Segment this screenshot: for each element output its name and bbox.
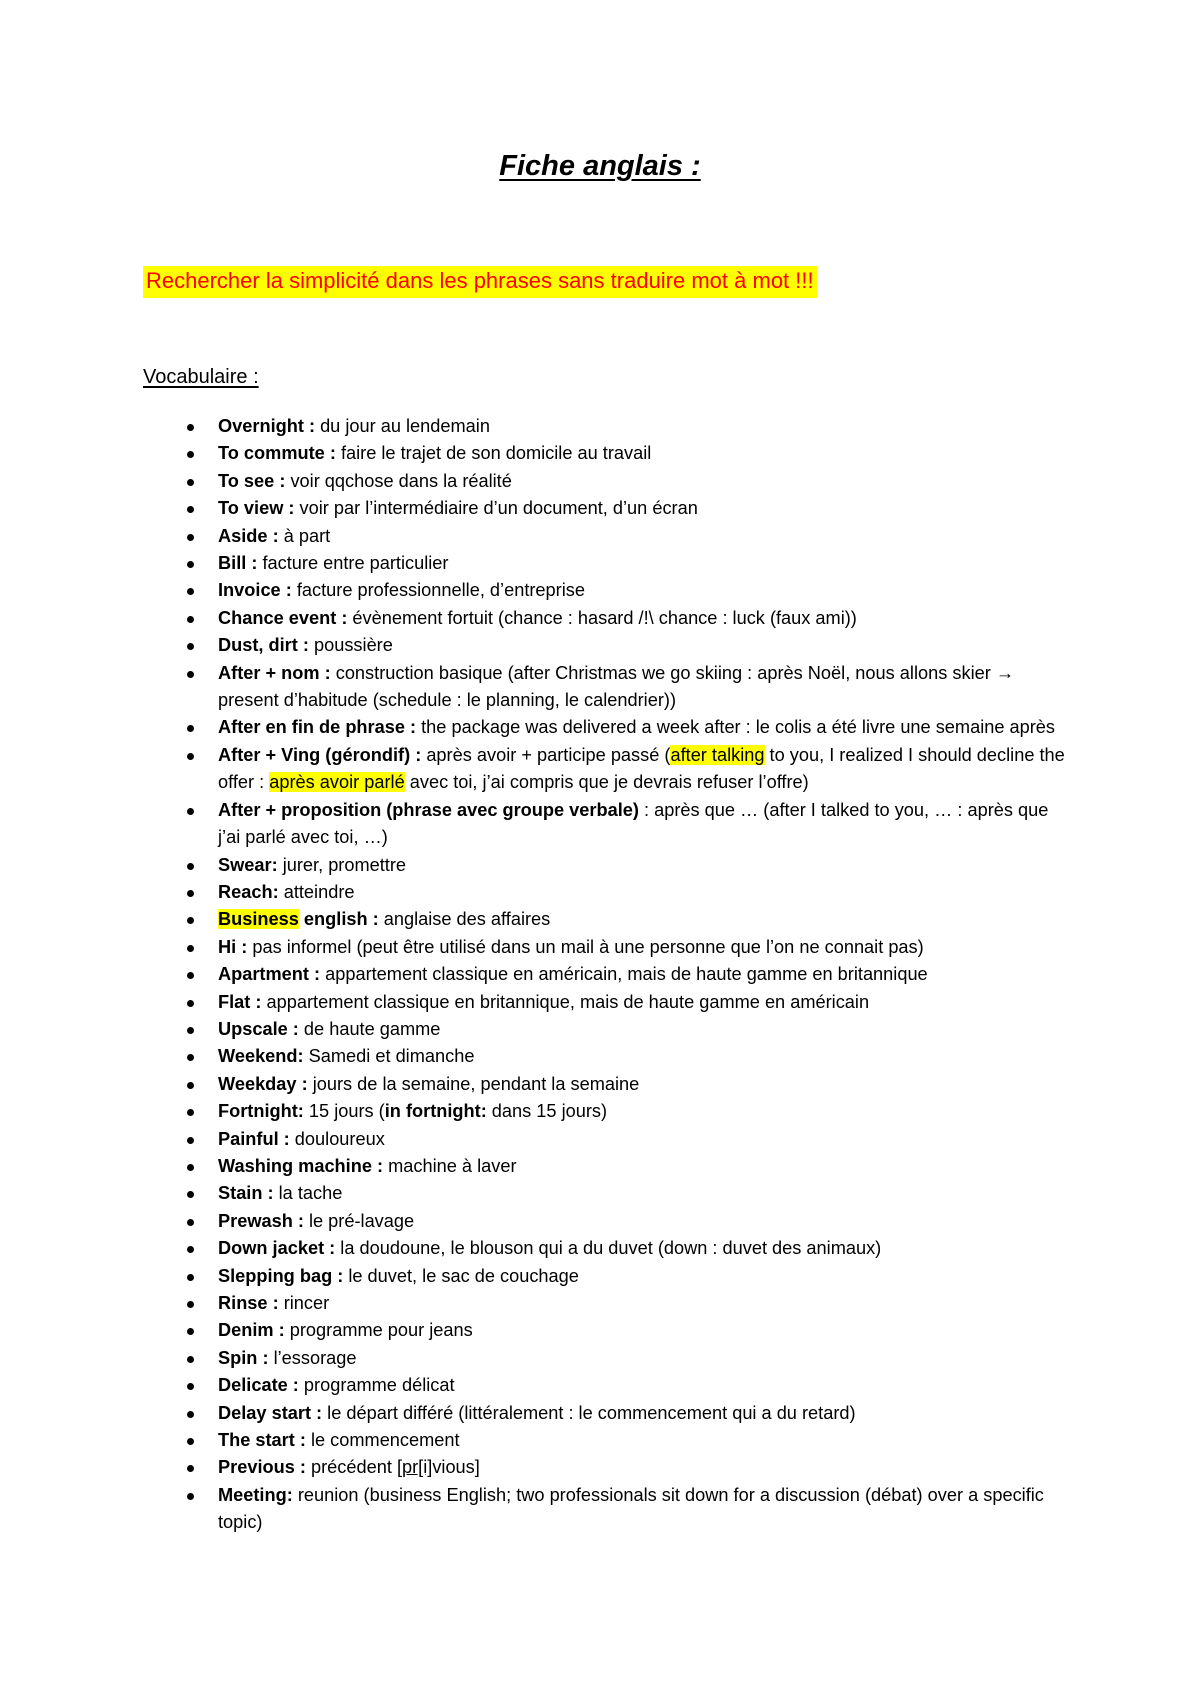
definition: jurer, promettre [277, 854, 407, 875]
definition: pas informel (peut être utilisé dans un mail à une personne que l’on ne connait pas) [247, 936, 924, 957]
definition: atteindre [278, 881, 355, 902]
list-item [0, 797, 1200, 852]
definition: la doudoune, le blouson qui a du duvet (down : duvet des animaux) [335, 1238, 882, 1259]
term: Painful : [218, 1128, 290, 1149]
list-item [0, 468, 1200, 495]
term: Upscale : [218, 1018, 299, 1039]
definition: to you, I realized I should decline the offer : [218, 744, 1065, 793]
list-item [0, 1098, 1200, 1125]
term: To commute : [218, 443, 336, 464]
list-item [0, 577, 1200, 604]
list-item [0, 660, 1200, 715]
definition: appartement classique en américain, mais de haute gamme en britannique [320, 964, 928, 985]
definition: le pré-lavage [303, 1210, 415, 1231]
definition: l’essorage [268, 1347, 357, 1368]
list-item [0, 906, 1200, 933]
term: Invoice : [218, 580, 292, 601]
term: Bill : [218, 553, 258, 574]
term: Previous : [218, 1457, 306, 1478]
definition: machine à laver [383, 1155, 517, 1176]
section-title-vocabulaire: Vocabulaire : [143, 366, 259, 388]
list-item [0, 1180, 1200, 1207]
list-item [0, 714, 1200, 741]
term: in fortnight: [384, 1101, 487, 1122]
list-item [0, 1071, 1200, 1098]
term: To see : [218, 470, 286, 491]
definition: la tache [273, 1183, 343, 1204]
term: Denim : [218, 1320, 285, 1341]
term: Aside : [218, 525, 279, 546]
list-item [0, 550, 1200, 577]
list-item [0, 934, 1200, 961]
term: Down jacket : [218, 1238, 336, 1259]
list-item [0, 1153, 1200, 1180]
term: After + nom : [218, 662, 331, 683]
term: Weekday : [218, 1073, 308, 1094]
definition: le départ différé (littéralement : le commencement qui a du retard) [322, 1402, 856, 1423]
definition: 15 jours ( [303, 1101, 385, 1122]
definition: facture entre particulier [257, 553, 449, 574]
definition: voir par l’intermédiaire d’un document, d’un écran [294, 498, 698, 519]
list-item [0, 1454, 1200, 1481]
list-item [0, 605, 1200, 632]
term: The start : [218, 1430, 306, 1451]
definition: vious] [432, 1457, 480, 1478]
term: Weekend: [218, 1046, 304, 1067]
definition: programme pour jeans [284, 1320, 473, 1341]
list-item [0, 1345, 1200, 1372]
definition: : après que … (after I talked to you, … : après que j’ai parlé avec toi, …) [218, 799, 1049, 848]
definition: douloureux [289, 1128, 385, 1149]
term: english : [298, 909, 379, 930]
page-title: Fiche anglais : [499, 150, 701, 182]
term: Stain : [218, 1183, 274, 1204]
term: Washing machine : [218, 1155, 384, 1176]
list-item [0, 1290, 1200, 1317]
highlighted-term: Business [218, 909, 299, 930]
list-item [0, 1482, 1200, 1537]
underlined-phonetic: [pr[i] [396, 1457, 433, 1478]
term: After en fin de phrase : [218, 717, 417, 738]
term: To view : [218, 498, 295, 519]
definition: avec toi, j’ai compris que je devrais refuser l’offre) [404, 772, 809, 793]
term: Dust, dirt : [218, 635, 309, 656]
term: Spin : [218, 1347, 269, 1368]
definition: de haute gamme [298, 1018, 441, 1039]
list-item [0, 1043, 1200, 1070]
definition: construction basique (after Christmas we go skiing : après Noël, nous allons skier → present d’habitude (schedule : le planning, le calendrier)) [218, 662, 1015, 711]
definition: rincer [278, 1293, 330, 1313]
definition: le duvet, le sac de couchage [343, 1265, 579, 1286]
definition: the package was delivered a week after : le colis a été livre une semaine après [416, 717, 1056, 738]
highlighted-phrase: after talking [670, 744, 765, 765]
term: Apartment : [218, 964, 321, 985]
definition: voir qqchose dans la réalité [285, 470, 512, 491]
list-item [0, 1235, 1200, 1262]
term: Swear: [218, 854, 278, 875]
definition: anglaise des affaires [378, 909, 551, 930]
list-item [0, 1317, 1200, 1344]
term: Meeting: [218, 1484, 293, 1505]
vocabulary-list [0, 413, 1200, 1537]
definition: poussière [308, 635, 393, 656]
definition: jours de la semaine, pendant la semaine [307, 1073, 640, 1094]
list-item [0, 1372, 1200, 1399]
definition: du jour au lendemain [315, 416, 490, 436]
list-item [0, 852, 1200, 879]
definition: dans 15 jours) [486, 1101, 608, 1122]
definition: à part [278, 525, 331, 546]
list-item [0, 989, 1200, 1016]
definition: reunion (business English; two professionals sit down for a discussion (débat) over a specific topic) [218, 1484, 1044, 1533]
list-item [0, 1263, 1200, 1290]
list-item [0, 742, 1200, 797]
term: Fortnight: [218, 1101, 304, 1122]
term: Delay start : [218, 1402, 323, 1423]
list-item [0, 961, 1200, 988]
list-item [0, 1208, 1200, 1235]
highlighted-phrase: après avoir parlé [269, 772, 405, 793]
term: Reach: [218, 881, 279, 902]
definition: évènement fortuit (chance : hasard /!\ chance : luck (faux ami)) [347, 607, 857, 628]
term: After + Ving (gérondif) : [218, 744, 422, 765]
term: Delicate : [218, 1375, 299, 1396]
definition: facture professionnelle, d’entreprise [291, 580, 585, 601]
list-item [0, 495, 1200, 522]
term: Hi : [218, 936, 248, 957]
list-item [0, 632, 1200, 659]
definition: faire le trajet de son domicile au travail [335, 443, 652, 464]
list-item [0, 879, 1200, 906]
term: Slepping bag : [218, 1265, 344, 1286]
definition: le commencement [305, 1430, 460, 1451]
definition: appartement classique en britannique, mais de haute gamme en américain [261, 991, 870, 1012]
term: Overnight : [218, 416, 316, 436]
list-item [0, 413, 1200, 440]
term: Prewash : [218, 1210, 304, 1231]
list-item [0, 1126, 1200, 1153]
term: Flat : [218, 991, 262, 1012]
definition: programme délicat [298, 1375, 455, 1396]
term: Rinse : [218, 1293, 279, 1313]
term: After + proposition (phrase avec groupe verbale) [218, 799, 639, 820]
definition: après avoir + participe passé ( [421, 744, 671, 765]
definition: précédent [305, 1457, 397, 1478]
list-item [0, 440, 1200, 467]
list-item [0, 1427, 1200, 1454]
highlighted-motto: Rechercher la simplicité dans les phrases sans traduire mot à mot !!! [143, 266, 817, 298]
term: Chance event : [218, 607, 348, 628]
list-item [0, 523, 1200, 550]
definition: Samedi et dimanche [303, 1046, 475, 1067]
list-item [0, 1016, 1200, 1043]
list-item [0, 1400, 1200, 1427]
